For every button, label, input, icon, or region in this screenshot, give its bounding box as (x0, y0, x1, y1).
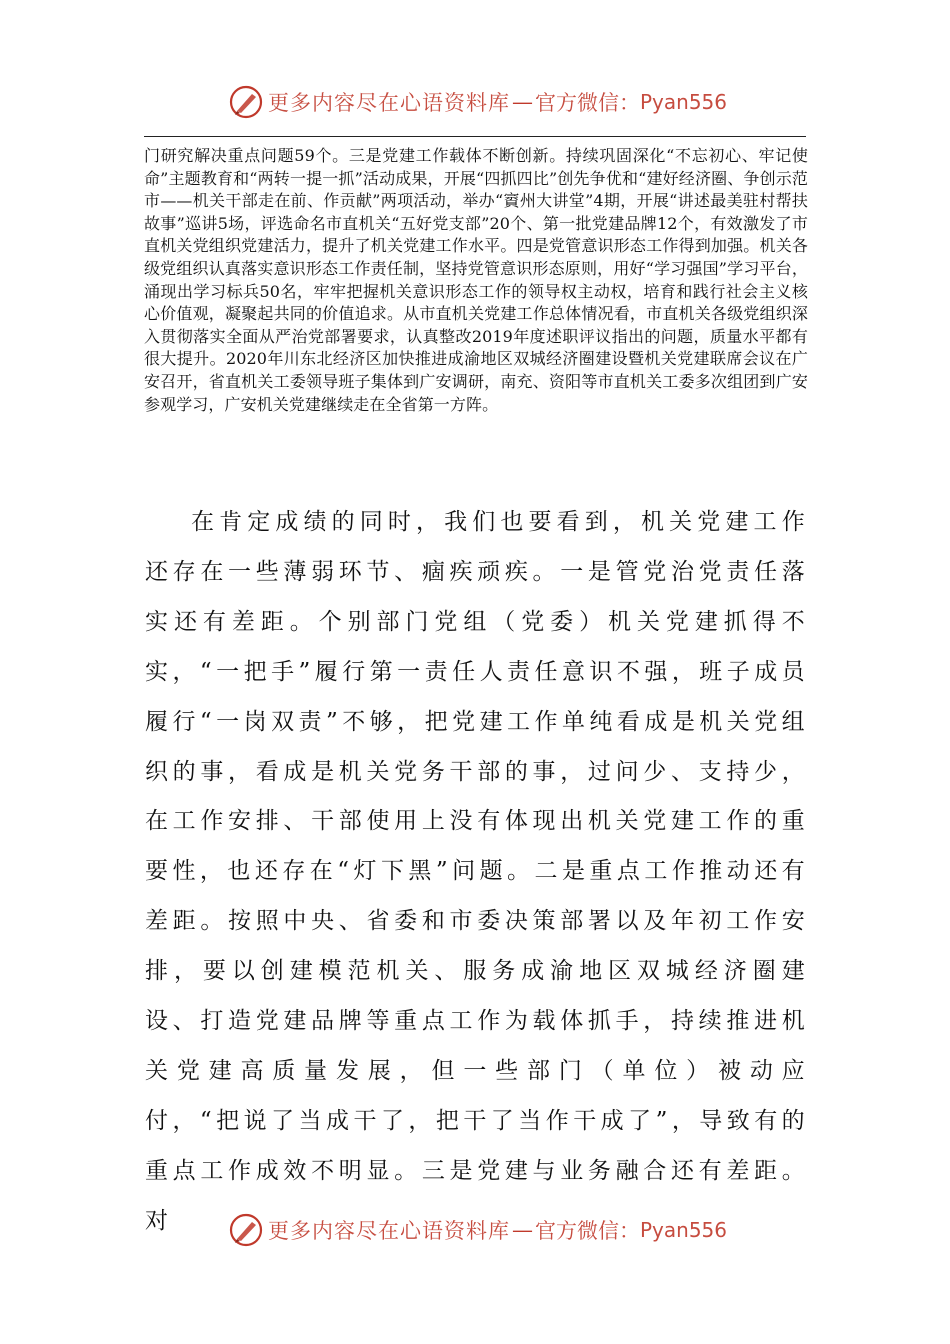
banner-wechat-label: 官方微信： (535, 91, 640, 115)
small-paragraph: 门研究解决重点问题59个。三是党建工作载体不断创新。持续巩固深化“不忘初心、牢记使命”主题教育和“两转一提一抓”活动成果，开展“四抓四比”创先争优和“建好经济圈、争创示范市——机关干部走在前、作贡献”两项活动，举办“賨州大讲堂”4期，开展“讲述最美驻村帮扶故事”巡讲5场，评选命名市直机关“五好党支部”20个、第一批党建品牌12个，有效激发了市直机关党组织党建活力，提升了机关党建工作水平。四是党管意识形态工作得到加强。机关各级党组织认真落实意识形态工作责任制，坚持党管意识形态原则，用好“学习强国”学习平台，涌现出学习标兵50名，牢牢把握机关意识形态工作的领导权主动权，培育和践行社会主义核心价值观，凝聚起共同的价值追求。从市直机关党建工作总体情况看，市直机关各级党组织深入贯彻落实全面从严治党部署要求，认真整改2019年度述职评议指出的问题，质量水平都有很大提升。2020年川东北经济区加快推进成渝地区双城经济圈建设暨机关党建联席会议在广安召开，省直机关工委领导班子集体到广安调研，南充、资阳等市直机关工委多次组团到广安参观学习，广安机关党建继续走在全省第一方阵。 (144, 146, 808, 414)
banner-title: 更多内容尽在心语资料库 (268, 91, 510, 115)
banner-separator: — (512, 90, 533, 114)
header-divider (144, 136, 806, 137)
banner-title: 更多内容尽在心语资料库 (268, 1219, 510, 1243)
footer-banner (228, 1210, 728, 1250)
banner-wechat-id: Pyan556 (640, 90, 728, 114)
large-paragraph: 在肯定成绩的同时，我们也要看到，机关党建工作还存在一些薄弱环节、痼疾顽疾。一是管党治党责任落实还有差距。个别部门党组（党委）机关党建抓得不实，“一把手”履行第一责任人责任意识不强，班子成员履行“一岗双责”不够，把党建工作单纯看成是机关党组织的事，看成是机关党务干部的事，过问少、支持少，在工作安排、干部使用上没有体现出机关党建工作的重要性，也还存在“灯下黑”问题。二是重点工作推动还有差距。按照中央、省委和市委决策部署以及年初工作安排，要以创建模范机关、服务成渝地区双城经济圈建设、打造党建品牌等重点工作为载体抓手，持续推进机关党建高质量发展，但一些部门（单位）被动应付，“把说了当成干了，把干了当作干成了”，导致有的重点工作成效不明显。三是党建与业务融合还有差距。对 (145, 509, 809, 1234)
banner-wechat-id: Pyan556 (640, 1218, 728, 1242)
pen-logo-icon (228, 1212, 264, 1248)
banner-wechat-label: 官方微信： (535, 1219, 640, 1243)
banner-separator: — (512, 1218, 533, 1242)
pen-logo-icon (228, 84, 264, 120)
header-banner (228, 82, 728, 122)
